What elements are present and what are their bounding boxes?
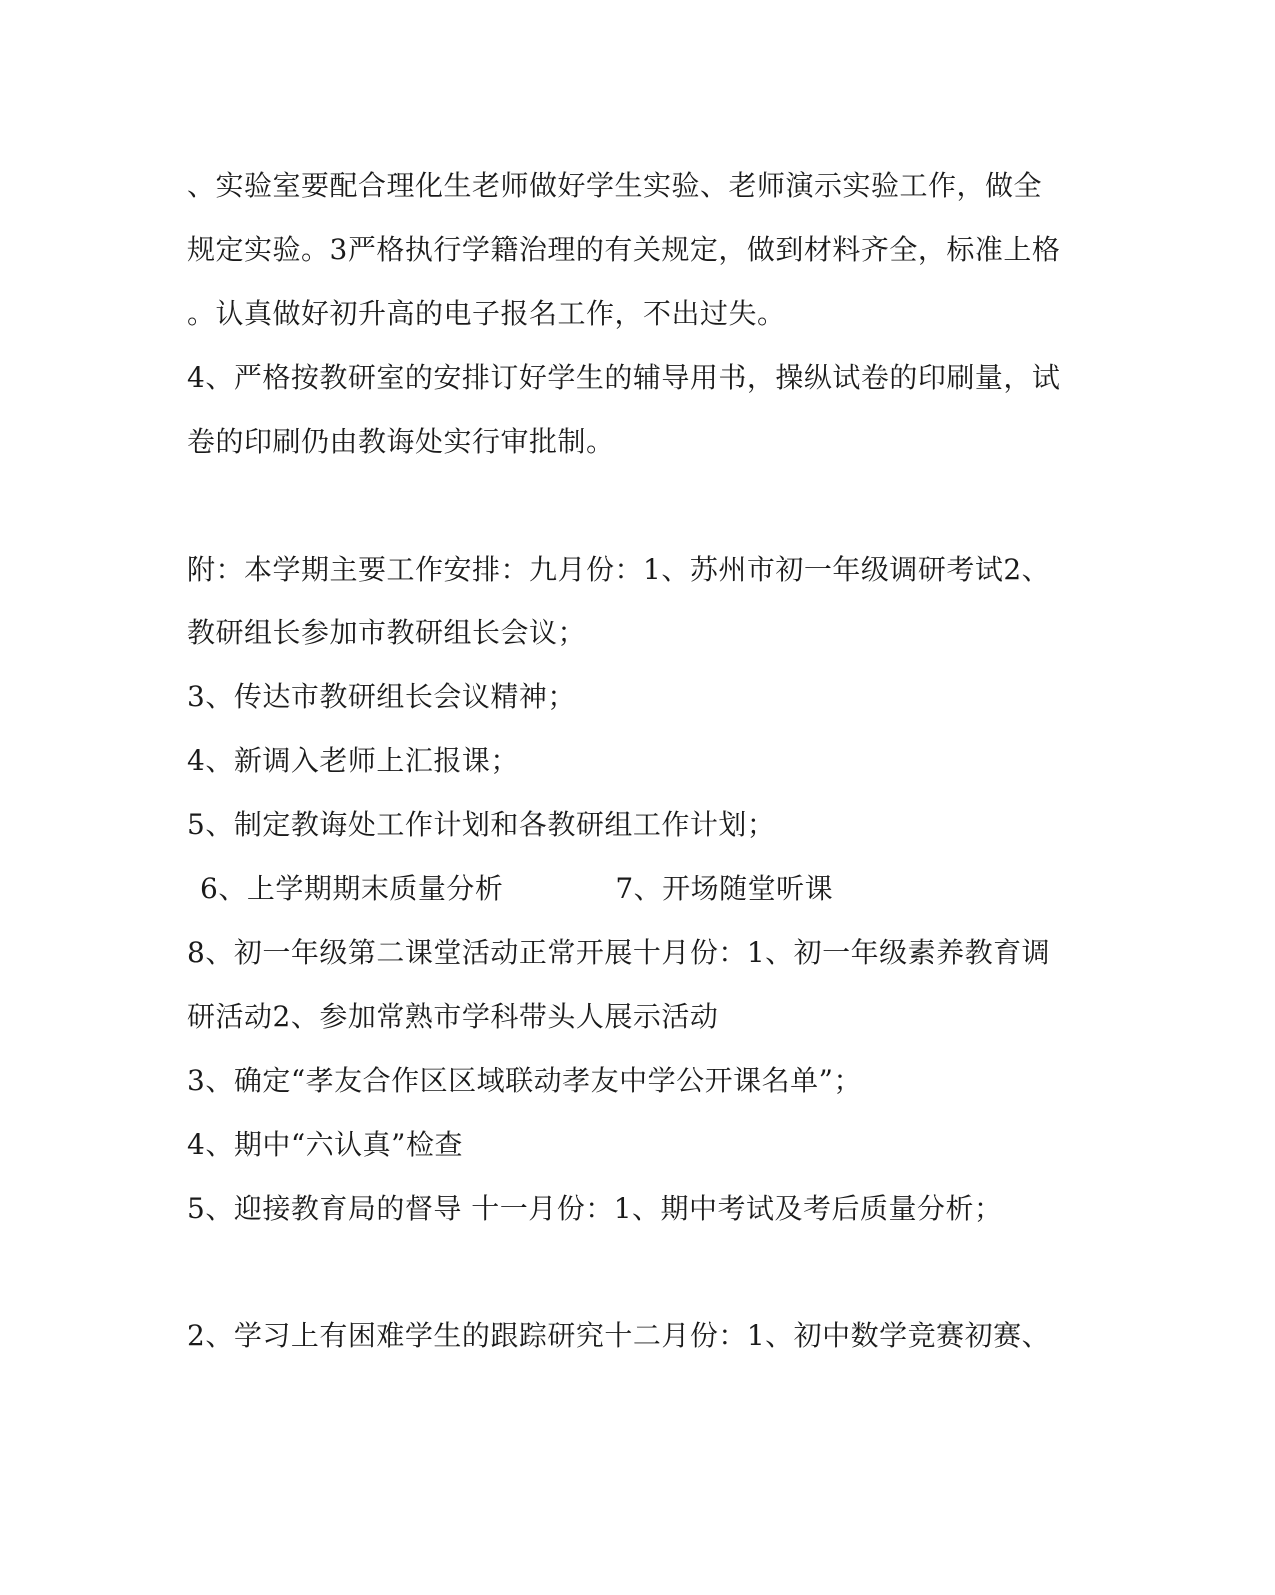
text-line bbox=[200, 869, 833, 909]
text-line: 卷的印刷仍由教诲处实行审批制。 bbox=[187, 425, 615, 458]
text-line: 、实验室要配合理化生老师做好学生实验、老师演示实验工作，做全 bbox=[187, 169, 1043, 202]
text-line: 8、初一年级第二课堂活动正常开展十月份：1、初一年级素养教育调 bbox=[187, 936, 1051, 969]
text-line: 5、迎接教育局的督导 十一月份：1、期中考试及考后质量分析； bbox=[187, 1192, 1003, 1225]
text-line: 研活动2、参加常熟市学科带头人展示活动 bbox=[187, 1000, 719, 1033]
text-line: 4、期中“六认真”检查 bbox=[187, 1128, 463, 1161]
text-line: 4、新调入老师上汇报课； bbox=[187, 744, 519, 777]
text-line: 附：本学期主要工作安排：九月份：1、苏州市初一年级调研考试2、 bbox=[187, 553, 1051, 586]
text-line: 3、传达市教研组长会议精神； bbox=[187, 680, 576, 713]
text-line: 。认真做好初升高的电子报名工作，不出过失。 bbox=[187, 297, 786, 330]
text-line: 3、确定“孝友合作区区域联动孝友中学公开课名单”； bbox=[187, 1064, 862, 1097]
text-line: 4、严格按教研室的安排订好学生的辅导用书，操纵试卷的印刷量，试 bbox=[187, 361, 1061, 394]
text-segment-right: 7、开场随堂听课 bbox=[615, 872, 834, 905]
text-line: 2、学习上有困难学生的跟踪研究十二月份：1、初中数学竞赛初赛、 bbox=[187, 1319, 1051, 1352]
text-line: 教研组长参加市教研组长会议； bbox=[187, 616, 587, 649]
text-line: 5、制定教诲处工作计划和各教研组工作计划； bbox=[187, 808, 776, 841]
text-segment-left: 6、上学期期末质量分析 bbox=[200, 872, 504, 905]
text-line: 规定实验。3严格执行学籍治理的有关规定，做到材料齐全，标准上格 bbox=[187, 233, 1061, 266]
